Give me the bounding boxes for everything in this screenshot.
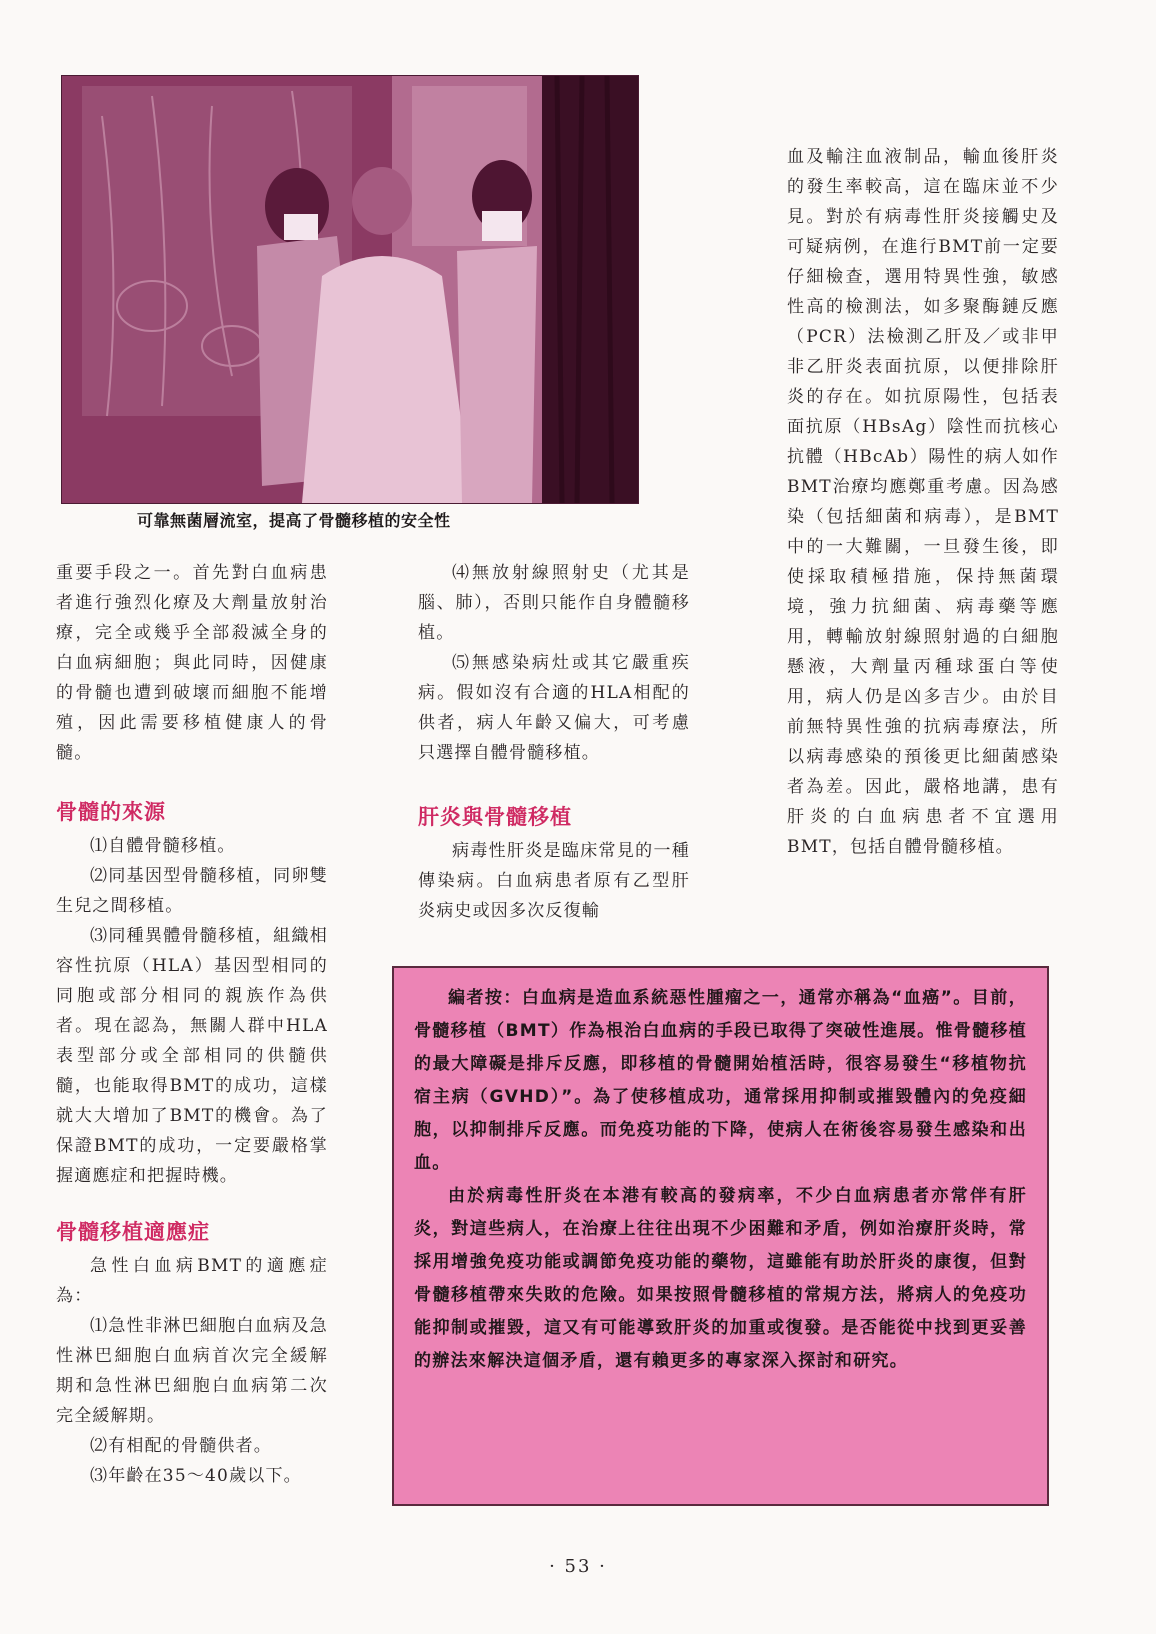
list-item: ⑸無感染病灶或其它嚴重疾病。假如沒有合適的HLA相配的供者，病人年齡又偏大，可考慮只選擇自體骨髓移植。 [418,653,690,763]
section-heading-indications: 骨髓移植適應症 [56,1220,210,1244]
list-item: ⑵同基因型骨髓移植，同卵雙生兒之間移植。 [56,866,328,916]
photo-illustration [62,76,638,503]
editor-note-paragraph: 由於病毒性肝炎在本港有較高的發病率，不少白血病患者亦常伴有肝炎，對這些病人，在治療上往往出現不少困難和矛盾，例如治療肝炎時，常採用增強免疫功能或調節免疫功能的藥物，這雖能有助於肝炎的康復，但對骨髓移植帶來失敗的危險。如果按照骨髓移植的常規方法，將病人的免疫功能抑制或摧毀，這又有可能導致肝炎的加重或復發。是否能從中找到更妥善的辦法來解決這個矛盾，還有賴更多的專家深入探討和研究。 [414,1186,1027,1371]
list-item: ⑵有相配的骨髓供者。 [90,1436,272,1456]
list-item: ⑷無放射線照射史（尤其是腦、肺），否則只能作自身體髓移植。 [418,563,690,643]
list-item: ⑴急性非淋巴細胞白血病及急性淋巴細胞白血病首次完全緩解期和急性淋巴細胞白血病第二次完全緩解期。 [56,1316,328,1426]
editor-note-paragraph: 編者按：白血病是造血系統惡性腫瘤之一，通常亦稱為“血癌”。目前，骨髓移植（BMT）作為根治白血病的手段已取得了突破性進展。惟骨髓移植的最大障礙是排斥反應，即移植的骨髓開始植活時，很容易發生“移植物抗宿主病（GVHD）”。為了使移植成功，通常採用抑制或摧毀體內的免疫細胞，以抑制排斥反應。而免疫功能的下降，使病人在術後容易發生感染和出血。 [414,988,1027,1173]
page-number: · 53 · [549,1556,607,1577]
paragraph: 重要手段之一。首先對白血病患者進行強烈化療及大劑量放射治療，完全或幾乎全部殺滅全身的白血病細胞；與此同時，因健康的骨髓也遭到破壞而細胞不能增殖，因此需要移植健康人的骨髓。 [56,563,328,763]
photo-caption: 可靠無菌層流室，提高了骨髓移植的安全性 [137,511,451,530]
section-heading-hepatitis: 肝炎與骨髓移植 [418,805,572,829]
list-item: ⑴自體骨髓移植。 [90,836,236,856]
list-item: ⑶年齡在35～40歲以下。 [90,1466,302,1486]
paragraph: 急性白血病BMT的適應症為： [56,1256,328,1306]
list-item: ⑶同種異體骨髓移植，組織相容性抗原（HLA）基因型相同的同胞或部分相同的親族作為供者。現在認為，無關人群中HLA表型部分或全部相同的供髓供髓，也能取得BMT的成功，這樣就大大增加了BMT的機會。為了保證BMT的成功，一定要嚴格掌握適應症和把握時機。 [56,926,328,1186]
text-column-2 [418,558,690,926]
paragraph: 病毒性肝炎是臨床常見的一種傳染病。白血病患者原有乙型肝炎病史或因多次反復輸 [418,841,690,921]
laminar-flow-room-photo [61,75,639,504]
section-heading-bone-marrow-source: 骨髓的來源 [56,800,166,824]
paragraph: 血及輸注血液制品，輸血後肝炎的發生率較高，這在臨床並不少見。對於有病毒性肝炎接觸史及可疑病例，在進行BMT前一定要仔細檢查，選用特異性強，敏感性高的檢測法，如多聚酶鏈反應（PCR）法檢測乙肝及／或非甲非乙肝炎表面抗原，以便排除肝炎的存在。如抗原陽性，包括表面抗原（HBsAg）陰性而抗核心抗體（HBcAb）陽性的病人如作BMT治療均應鄭重考慮。因為感染（包括細菌和病毒），是BMT中的一大難關，一旦發生後，即使採取積極措施，保持無菌環境，強力抗細菌、病毒藥等應用，轉輸放射線照射過的白細胞懸液，大劑量丙種球蛋白等使用，病人仍是凶多吉少。由於目前無特異性強的抗病毒療法，所以病毒感染的預後更比細菌感染者為差。因此，嚴格地講，患有肝炎的白血病患者不宜選用BMT，包括自體骨髓移植。 [787,147,1059,857]
editor-note-box [392,966,1049,1506]
text-column-3 [787,142,1059,862]
text-column-1 [56,558,328,1491]
